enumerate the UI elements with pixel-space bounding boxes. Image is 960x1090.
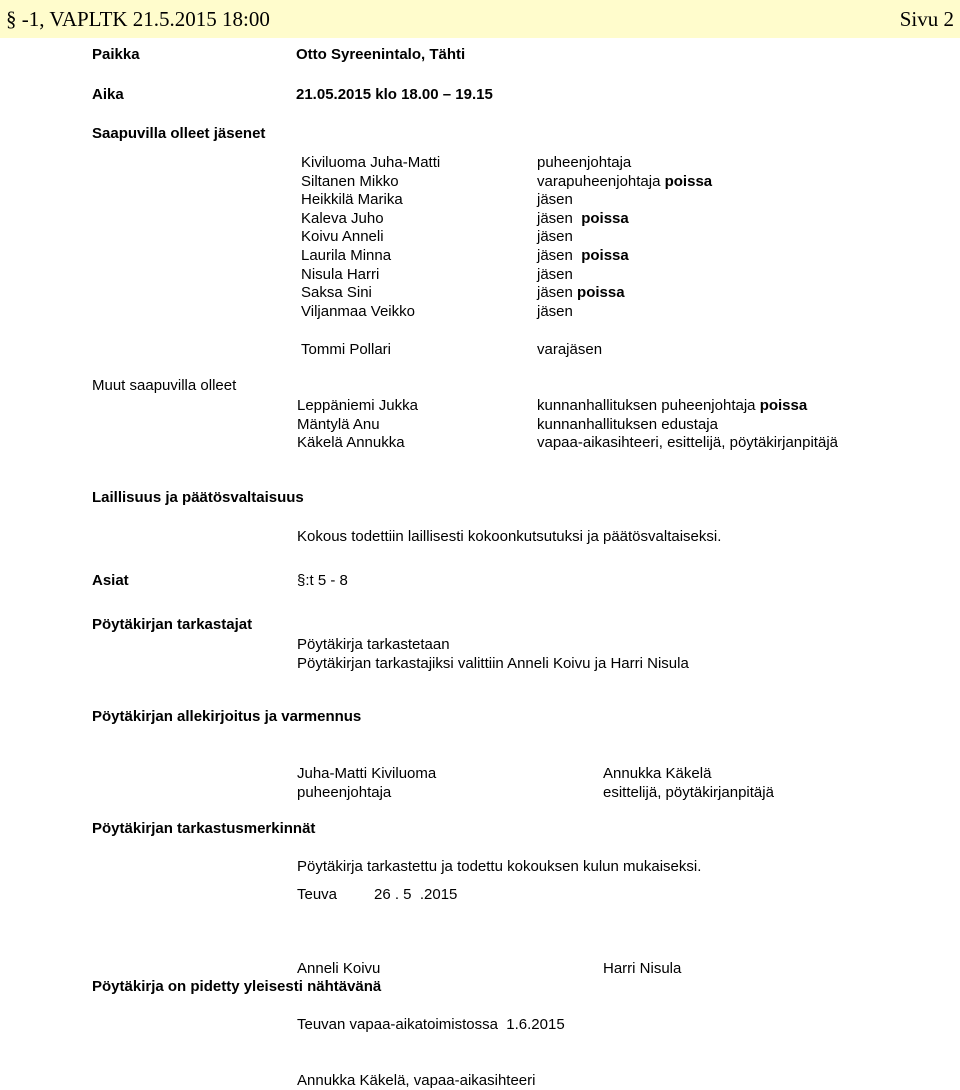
tarkastaja-name-2: Harri Nisula [603,960,682,977]
member-name: Nisula Harri [301,265,380,283]
tarkastajat-line: Pöytäkirja tarkastetaan [297,636,450,653]
tarkastusmerkinnat-label: Pöytäkirjan tarkastusmerkinnät [92,820,316,837]
header-page-number: Sivu 2 [899,7,954,31]
allekirjoitus-label: Pöytäkirjan allekirjoitus ja varmennus [92,708,362,725]
signature-role: esittelijä, pöytäkirjanpitäjä [603,783,774,801]
paikka-value: Otto Syreenintalo, Tähti [296,46,466,63]
deputy-name: Tommi Pollari [301,341,392,358]
asiat-label: Asiat [92,572,129,589]
signature-name: Annukka Käkelä [603,765,712,782]
asiat-value: §:t 5 - 8 [297,572,348,589]
other-role: kunnanhallituksen edustaja [537,415,718,433]
signature-name: Juha-Matti Kiviluoma [297,765,437,782]
member-name: Koivu Anneli [301,228,384,246]
member-name: Laurila Minna [301,246,392,264]
member-status: poissa [581,209,629,227]
header-section-ref: § -1, VAPLTK 21.5.2015 18:00 [6,7,270,31]
laillisuus-label: Laillisuus ja päätösvaltaisuus [92,489,304,506]
other-status: poissa [759,397,808,414]
signature-1 [297,765,436,802]
member-names [301,154,440,321]
tarkastus-place: Teuva [297,886,338,903]
member-name: Siltanen Mikko [301,172,399,190]
other-name: Leppäniemi Jukka [297,397,418,414]
nahtavana-label: Pöytäkirja on pidetty yleisesti nähtävänä [92,978,382,995]
aika-label: Aika [92,86,124,103]
other-role: vapaa-aikasihteeri, esittelijä, pöytäkirjanpitäjä [537,434,838,452]
deputy-role: varajäsen [537,341,603,358]
signature-2 [603,765,774,802]
member-status: poissa [577,284,625,302]
tarkastajat-text [297,636,689,673]
member-name: Kaleva Juho [301,209,384,227]
member-role: jäsen [537,302,573,320]
signature-role: puheenjohtaja [297,783,392,801]
muut-label: Muut saapuvilla olleet [92,377,237,394]
tarkastusmerkinnat-text: Pöytäkirja tarkastettu ja todettu kokouksen kulun mukaiseksi. [297,858,702,875]
member-role: jäsen [537,265,573,283]
aika-value: 21.05.2015 klo 18.00 – 19.15 [296,86,493,103]
other-name: Käkelä Annukka [297,434,405,452]
other-name: Mäntylä Anu [297,415,380,433]
member-name: Heikkilä Marika [301,191,403,209]
member-name: Viljanmaa Veikko [301,302,415,320]
member-role: jäsen [537,228,573,246]
member-status: poissa [581,246,629,264]
member-role: varapuheenjohtaja [537,172,661,190]
laillisuus-text: Kokous todettiin laillisesti kokoonkutsutuksi ja päätösvaltaiseksi. [297,528,722,545]
member-role: puheenjohtaja [537,154,632,171]
other-role: kunnanhallituksen puheenjohtaja [537,397,756,414]
member-role: jäsen [537,284,573,302]
paikka-label: Paikka [92,46,140,63]
member-role: jäsen [537,246,573,264]
member-role: jäsen [537,209,573,227]
member-name: Kiviluoma Juha-Matti [301,154,441,171]
member-status: poissa [664,172,713,190]
member-roles [537,154,712,321]
page-header [0,0,960,38]
nahtavana-signer: Annukka Käkelä, vapaa-aikasihteeri [297,1072,536,1089]
nahtavana-text: Teuvan vapaa-aikatoimistossa 1.6.2015 [297,1016,565,1033]
other-names [297,397,418,453]
tarkastajat-label: Pöytäkirjan tarkastajat [92,616,253,633]
saapuvilla-label: Saapuvilla olleet jäsenet [92,125,266,142]
other-roles [537,397,838,453]
member-role: jäsen [537,191,573,209]
tarkastajat-line: Pöytäkirjan tarkastajiksi valittiin Anneli Koivu ja Harri Nisula [297,654,689,672]
member-name: Saksa Sini [301,284,372,302]
tarkastaja-name-1: Anneli Koivu [297,960,381,977]
tarkastus-date: 26 . 5 .2015 [374,886,458,903]
